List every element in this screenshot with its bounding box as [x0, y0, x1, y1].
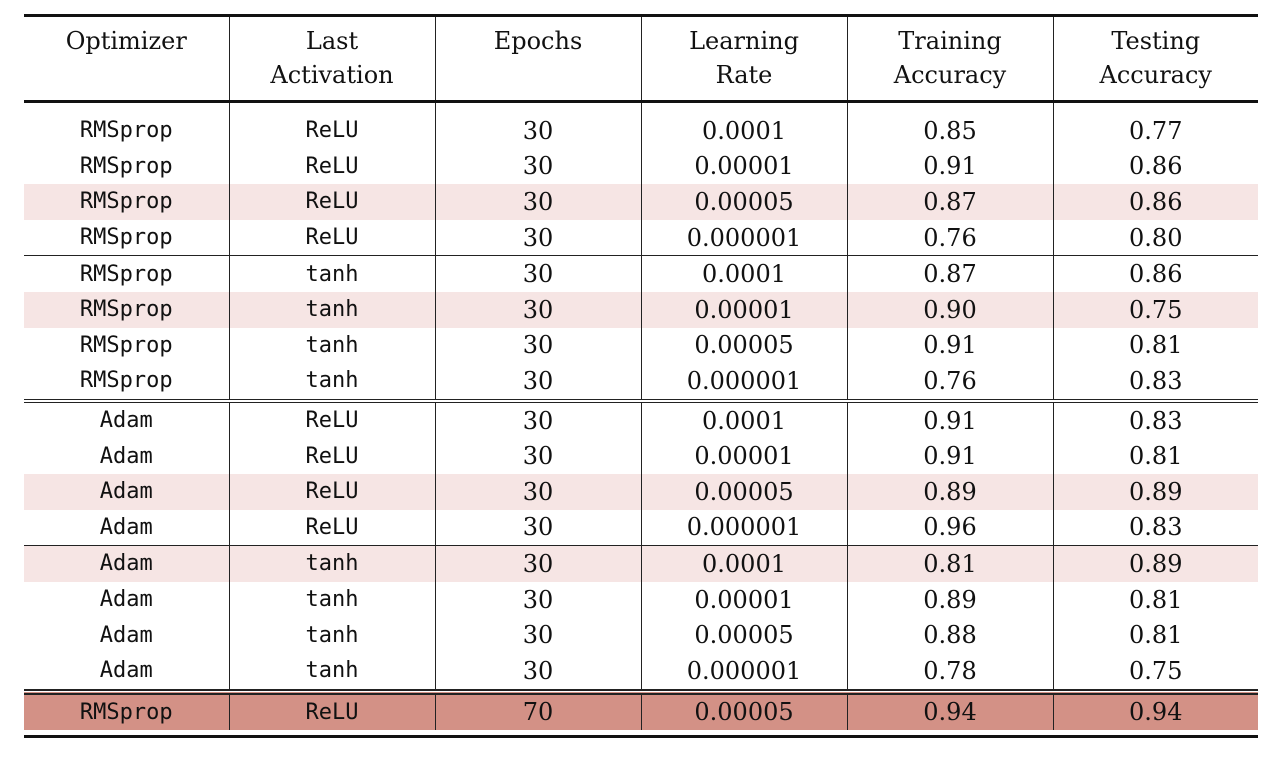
header-optimizer-line1: Optimizer	[65, 27, 187, 55]
table-row	[24, 653, 1258, 692]
cell-training-accuracy: 0.91	[847, 438, 1053, 474]
cell-optimizer: RMSprop	[79, 332, 173, 358]
cell-testing-accuracy: 0.81	[1053, 328, 1258, 364]
cell-epochs: 30	[435, 328, 641, 364]
cell-activation: ReLU	[229, 102, 435, 149]
cell-learning-rate: 0.00001	[641, 582, 847, 618]
table-row	[24, 474, 1258, 510]
cell-optimizer: RMSprop	[79, 153, 173, 179]
cell-epochs: 30	[435, 256, 641, 292]
cell-optimizer: RMSprop	[24, 256, 229, 292]
results-table	[24, 16, 1258, 730]
cell-training-accuracy: 0.76	[847, 363, 1053, 401]
cell-learning-rate: 0.00005	[641, 328, 847, 364]
cell-learning-rate: 0.000001	[641, 653, 847, 692]
table-row	[24, 401, 1258, 439]
cell-optimizer: RMSprop	[79, 368, 173, 394]
cell-learning-rate: 0.00001	[641, 438, 847, 474]
cell-training-accuracy: 0.91	[847, 149, 1053, 185]
header-activation-line2: Activation	[270, 61, 394, 89]
cell-activation: tanh	[229, 546, 435, 582]
cell-epochs: 30	[435, 653, 641, 692]
cell-learning-rate: 0.0001	[641, 401, 847, 439]
cell-learning-rate: 0.000001	[641, 510, 847, 546]
table-header-row	[24, 16, 1258, 102]
cell-learning-rate: 0.00005	[641, 692, 847, 731]
cell-optimizer: Adam	[99, 622, 153, 648]
header-test-line1: Testing	[1111, 27, 1201, 55]
cell-training-accuracy: 0.88	[847, 617, 1053, 653]
cell-optimizer: Adam	[99, 658, 153, 684]
table-row	[24, 363, 1258, 401]
cell-activation: tanh	[229, 582, 435, 618]
header-lr-line1: Learning	[689, 27, 799, 55]
cell-epochs: 30	[435, 363, 641, 401]
cell-training-accuracy: 0.78	[847, 653, 1053, 692]
cell-activation: ReLU	[229, 184, 435, 220]
header-optimizer	[24, 16, 229, 102]
cell-optimizer: Adam	[99, 587, 153, 613]
cell-epochs: 30	[435, 617, 641, 653]
cell-epochs: 30	[435, 401, 641, 439]
cell-epochs: 30	[435, 510, 641, 546]
table-row	[24, 149, 1258, 185]
cell-activation: ReLU	[229, 401, 435, 439]
cell-activation: tanh	[229, 256, 435, 292]
table-body	[24, 102, 1258, 731]
header-train-line1: Training	[898, 27, 1002, 55]
cell-epochs: 30	[435, 149, 641, 185]
table-row	[24, 292, 1258, 328]
cell-learning-rate: 0.0001	[641, 256, 847, 292]
best-result-row	[24, 692, 1258, 731]
cell-learning-rate: 0.00005	[641, 617, 847, 653]
table-row	[24, 184, 1258, 220]
cell-optimizer: RMSprop	[24, 292, 229, 328]
table-top-rule	[24, 14, 1258, 17]
cell-optimizer: Adam	[99, 514, 153, 540]
cell-training-accuracy: 0.94	[847, 692, 1053, 731]
cell-learning-rate: 0.00005	[641, 474, 847, 510]
table-row	[24, 546, 1258, 582]
cell-testing-accuracy: 0.80	[1053, 220, 1258, 256]
cell-training-accuracy: 0.85	[847, 102, 1053, 149]
cell-training-accuracy: 0.90	[847, 292, 1053, 328]
cell-activation: ReLU	[229, 692, 435, 731]
cell-testing-accuracy: 0.86	[1053, 256, 1258, 292]
header-last-activation	[229, 16, 435, 102]
cell-epochs: 70	[435, 692, 641, 731]
cell-learning-rate: 0.00001	[641, 149, 847, 185]
header-test-line2: Accuracy	[1099, 61, 1212, 89]
cell-testing-accuracy: 0.89	[1053, 474, 1258, 510]
cell-activation: tanh	[229, 653, 435, 692]
cell-epochs: 30	[435, 292, 641, 328]
table-row	[24, 510, 1258, 546]
cell-optimizer: Adam	[24, 474, 229, 510]
cell-epochs: 30	[435, 474, 641, 510]
table-row	[24, 328, 1258, 364]
cell-optimizer: RMSprop	[24, 692, 229, 731]
cell-learning-rate: 0.00005	[641, 184, 847, 220]
cell-testing-accuracy: 0.75	[1053, 653, 1258, 692]
cell-activation: tanh	[229, 328, 435, 364]
cell-activation: tanh	[229, 363, 435, 401]
cell-optimizer: RMSprop	[79, 225, 173, 251]
cell-testing-accuracy: 0.94	[1053, 692, 1258, 731]
header-training-accuracy	[847, 16, 1053, 102]
cell-testing-accuracy: 0.75	[1053, 292, 1258, 328]
cell-epochs: 30	[435, 220, 641, 256]
header-epochs-line1: Epochs	[493, 27, 583, 55]
header-testing-accuracy	[1053, 16, 1258, 102]
header-train-line2: Accuracy	[893, 61, 1007, 89]
cell-epochs: 30	[435, 546, 641, 582]
table-row	[24, 256, 1258, 292]
header-lr-line2: Rate	[715, 61, 773, 89]
cell-testing-accuracy: 0.83	[1053, 401, 1258, 439]
cell-optimizer: Adam	[24, 546, 229, 582]
cell-epochs: 30	[435, 102, 641, 149]
cell-epochs: 30	[435, 184, 641, 220]
cell-epochs: 30	[435, 438, 641, 474]
table-bottom-rule	[24, 735, 1258, 738]
cell-testing-accuracy: 0.83	[1053, 363, 1258, 401]
cell-testing-accuracy: 0.81	[1053, 617, 1258, 653]
cell-activation: tanh	[229, 617, 435, 653]
table-row	[24, 617, 1258, 653]
cell-activation: ReLU	[229, 149, 435, 185]
cell-training-accuracy: 0.87	[847, 256, 1053, 292]
cell-testing-accuracy: 0.86	[1053, 184, 1258, 220]
table-row	[24, 102, 1258, 149]
cell-optimizer: RMSprop	[24, 184, 229, 220]
cell-epochs: 30	[435, 582, 641, 618]
cell-activation: ReLU	[229, 220, 435, 256]
table-row	[24, 438, 1258, 474]
header-activation-line1: Last	[305, 27, 359, 55]
header-learning-rate	[641, 16, 847, 102]
cell-training-accuracy: 0.96	[847, 510, 1053, 546]
cell-testing-accuracy: 0.83	[1053, 510, 1258, 546]
cell-training-accuracy: 0.91	[847, 401, 1053, 439]
cell-testing-accuracy: 0.77	[1053, 102, 1258, 149]
cell-testing-accuracy: 0.86	[1053, 149, 1258, 185]
cell-learning-rate: 0.000001	[641, 220, 847, 256]
results-table-container	[24, 16, 1258, 738]
cell-learning-rate: 0.000001	[641, 363, 847, 401]
cell-testing-accuracy: 0.89	[1053, 546, 1258, 582]
table-row	[24, 220, 1258, 256]
cell-training-accuracy: 0.89	[847, 582, 1053, 618]
table-row	[24, 582, 1258, 618]
cell-learning-rate: 0.0001	[641, 102, 847, 149]
cell-training-accuracy: 0.76	[847, 220, 1053, 256]
cell-optimizer: RMSprop	[24, 102, 229, 149]
cell-training-accuracy: 0.87	[847, 184, 1053, 220]
cell-activation: ReLU	[229, 438, 435, 474]
cell-activation: tanh	[229, 292, 435, 328]
cell-optimizer: Adam	[24, 401, 229, 439]
cell-activation: ReLU	[229, 510, 435, 546]
cell-testing-accuracy: 0.81	[1053, 438, 1258, 474]
cell-learning-rate: 0.00001	[641, 292, 847, 328]
header-epochs	[435, 16, 641, 102]
cell-training-accuracy: 0.89	[847, 474, 1053, 510]
cell-learning-rate: 0.0001	[641, 546, 847, 582]
cell-training-accuracy: 0.81	[847, 546, 1053, 582]
cell-optimizer: Adam	[99, 443, 153, 469]
cell-training-accuracy: 0.91	[847, 328, 1053, 364]
cell-testing-accuracy: 0.81	[1053, 582, 1258, 618]
cell-activation: ReLU	[229, 474, 435, 510]
